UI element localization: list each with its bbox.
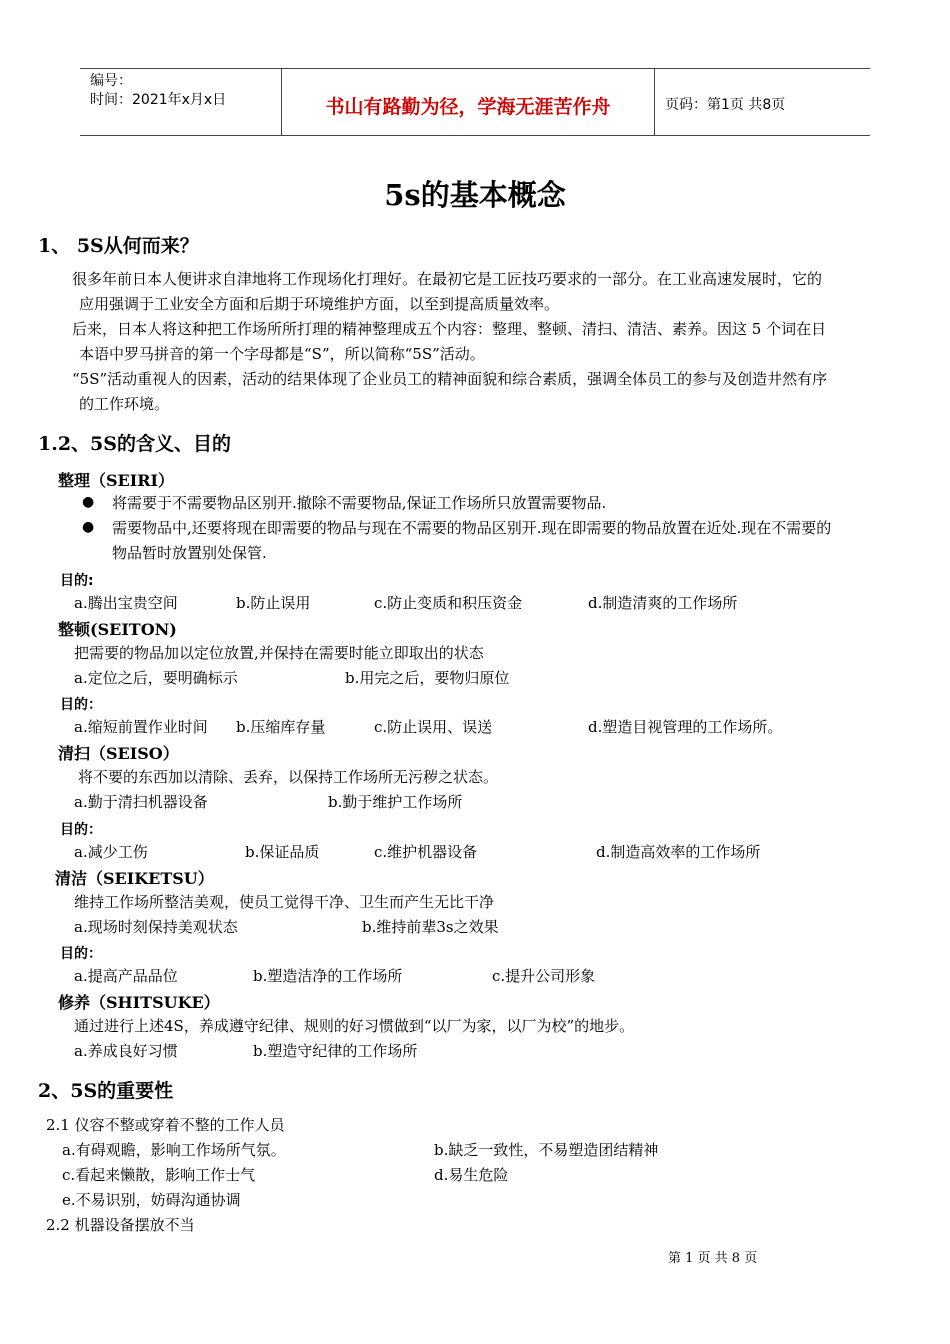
seiketsu-title: 清洁（SEIKETSU） xyxy=(55,869,214,888)
para1-line1: 很多年前日本人便讲求自津地将工作现场化打理好。在最初它是工匠技巧要求的一部分。在工业高速发展时，它的 xyxy=(72,270,823,288)
seiri-purpose-label: 目的: xyxy=(60,573,94,589)
seiso-purpose-b: b.保证品质 xyxy=(245,843,320,861)
seiso-desc: 将不要的东西加以清除、丢弃，以保持工作场所无污秽之状态。 xyxy=(78,768,499,786)
seiton-purpose-d: d.塑造目视管理的工作场所。 xyxy=(588,718,783,736)
seiso-item-b: b.勤于维护工作场所 xyxy=(328,793,463,811)
seiri-bullet2: 需要物品中,还要将现在即需要的物品与现在不需要的物品区别开.现在即需要的物品放置在近处.现在不需要的 xyxy=(112,519,832,537)
header-date: 时间：2021年x月x日 xyxy=(90,92,227,108)
seiri-purpose-d: d.制造清爽的工作场所 xyxy=(588,594,738,612)
para3-line1: “5S”活动重视人的因素，活动的结果体现了企业员工的精神面貌和综合素质，强调全体员工的参与及创造井然有序 xyxy=(72,370,828,388)
seiton-purpose-a: a.缩短前置作业时间 xyxy=(74,718,208,736)
shitsuke-desc: 通过进行上述4S，养成遵守纪律、规则的好习惯做到“以厂为家，以厂为校”的地步。 xyxy=(74,1017,635,1035)
section1-para3 xyxy=(72,367,827,417)
shitsuke-title: 修养（SHITSUKE） xyxy=(58,993,220,1012)
seiton-purpose-c: c.防止误用、误送 xyxy=(374,718,493,736)
seiton-purpose-b: b.压缩库存量 xyxy=(236,718,326,736)
seiri-bullet2-cont: 物品暂时放置别处保管. xyxy=(112,544,267,562)
document-title: 5s的基本概念 xyxy=(384,178,566,212)
seiketsu-purpose-a: a.提高产品品位 xyxy=(74,967,178,985)
section1-para1 xyxy=(72,267,822,317)
para3-line2: 的工作环境。 xyxy=(79,395,170,413)
seiketsu-item-b: b.维持前辈3s之效果 xyxy=(362,918,499,936)
section22-title: 2.2 机器设备摆放不当 xyxy=(46,1216,195,1234)
seiso-purpose-c: c.维护机器设备 xyxy=(374,843,478,861)
section2-heading: 2、5S的重要性 xyxy=(38,1080,174,1102)
section21-item-b: b.缺乏一致性，不易塑造团结精神 xyxy=(434,1141,659,1159)
section21-item-a: a.有碍观瞻，影响工作场所气氛。 xyxy=(62,1141,286,1159)
header-bottom-rule xyxy=(80,135,870,136)
header-divider-right xyxy=(654,68,655,136)
seiri-bullet1: 将需要于不需要物品区别开.撤除不需要物品,保证工作场所只放置需要物品. xyxy=(112,494,607,512)
seiso-title: 清扫（SEISO） xyxy=(58,744,179,763)
section12-heading: 1.2、5S的含义、目的 xyxy=(38,433,231,455)
seiketsu-purpose-label: 目的： xyxy=(60,946,102,962)
para2-line2: 本语中罗马拼音的第一个字母都是“S”，所以简称“5S”活动。 xyxy=(79,345,485,363)
section21-item-e: e.不易识别，妨碍沟通协调 xyxy=(62,1191,241,1209)
para2-line1: 后来，日本人将这种把工作场所所打理的精神整理成五个内容：整理、整顿、清扫、清洁、素养。因这 5 个词在日 xyxy=(72,320,827,338)
bullet-icon: ● xyxy=(82,494,95,510)
seiri-purpose-b: b.防止误用 xyxy=(236,594,311,612)
shitsuke-item-b: b.塑造守纪律的工作场所 xyxy=(253,1042,418,1060)
section1-heading: 1、 5S从何而来？ xyxy=(38,235,199,257)
seiton-title: 整顿(SEITON) xyxy=(58,620,177,639)
seiri-title: 整理（SEIRI） xyxy=(58,471,175,490)
seiketsu-purpose-b: b.塑造洁净的工作场所 xyxy=(253,967,403,985)
page-footer: 第 1 页 共 8 页 xyxy=(668,1251,758,1266)
seiton-purpose-label: 目的： xyxy=(60,697,102,713)
shitsuke-item-a: a.养成良好习惯 xyxy=(74,1042,178,1060)
seiso-purpose-d: d.制造高效率的工作场所 xyxy=(596,843,761,861)
seiketsu-item-a: a.现场时刻保持美观状态 xyxy=(74,918,238,936)
section21-item-c: c.看起来懒散，影响工作士气 xyxy=(62,1166,256,1184)
header-meta xyxy=(90,72,226,110)
seiton-item-a: a.定位之后，要明确标示 xyxy=(74,669,238,687)
seiri-purpose-c: c.防止变质和积压资金 xyxy=(374,594,523,612)
seiso-purpose-a: a.减少工伤 xyxy=(74,843,148,861)
para1-line2: 应用强调于工业安全方面和后期于环境维护方面，以至到提高质量效率。 xyxy=(79,295,560,313)
section21-item-d: d.易生危险 xyxy=(434,1166,509,1184)
header-number: 编号： xyxy=(90,73,132,89)
seiton-desc: 把需要的物品加以定位放置,并保持在需要时能立即取出的状态 xyxy=(74,644,484,662)
seiri-purpose-a: a.腾出宝贵空间 xyxy=(74,594,178,612)
bullet-icon: ● xyxy=(82,519,95,535)
seiton-item-b: b.用完之后，要物归原位 xyxy=(345,669,510,687)
header-motto: 书山有路勤为径，学海无涯苦作舟 xyxy=(325,96,611,118)
section21-title: 2.1 仪容不整或穿着不整的工作人员 xyxy=(46,1116,285,1134)
seiketsu-purpose-c: c.提升公司形象 xyxy=(492,967,596,985)
seiketsu-desc: 维持工作场所整洁美观，使员工觉得干净、卫生而产生无比干净 xyxy=(74,893,495,911)
header-top-rule xyxy=(80,68,870,69)
section1-para2 xyxy=(72,317,826,367)
header-page-code: 页码：第1页 共8页 xyxy=(665,97,786,113)
seiso-item-a: a.勤于清扫机器设备 xyxy=(74,793,208,811)
seiso-purpose-label: 目的： xyxy=(60,822,102,838)
